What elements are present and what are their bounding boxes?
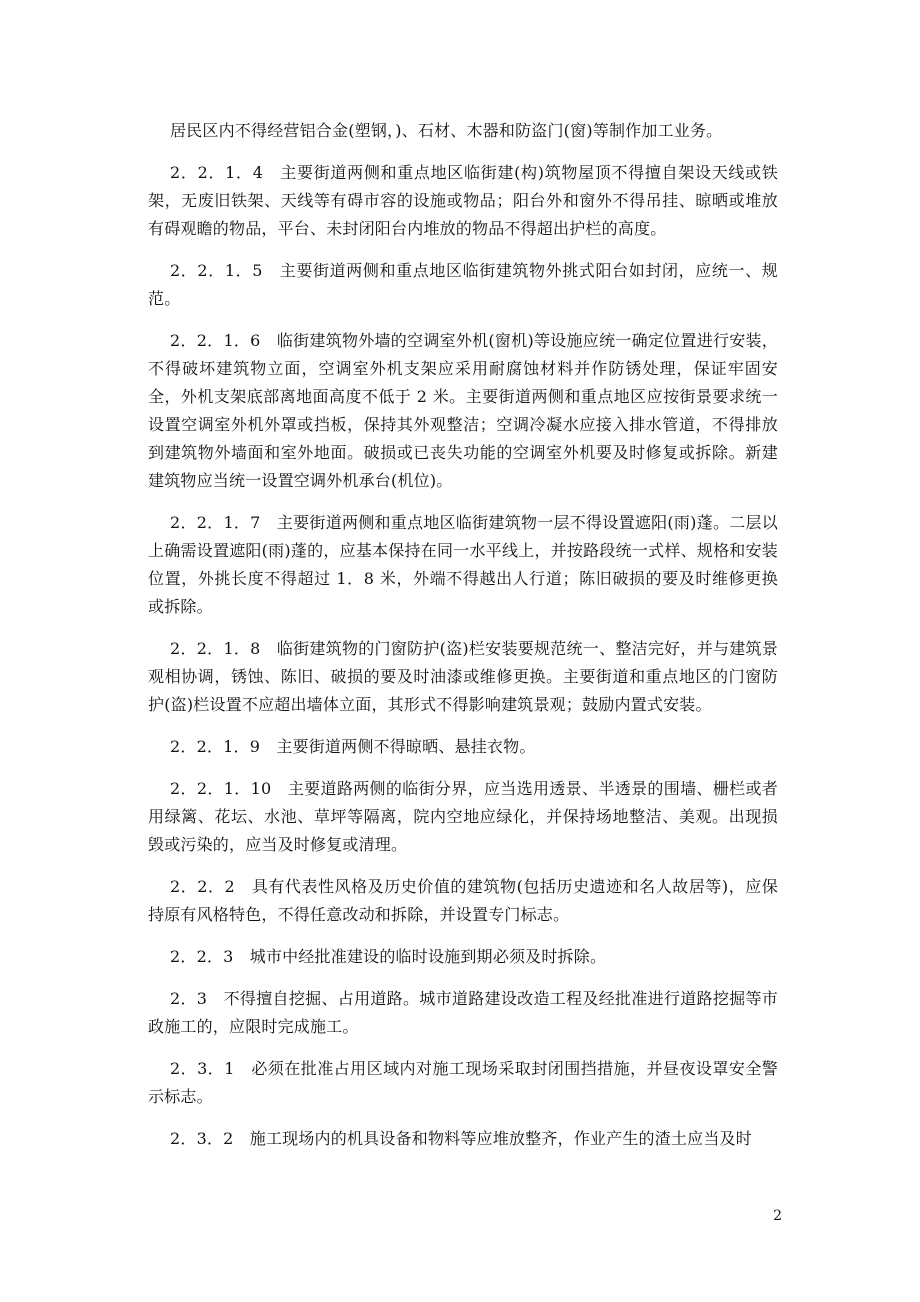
paragraph-10: 2．2．3 城市中经批准建设的临时设施到期必须及时拆除。 — [170, 947, 607, 966]
paragraph-2: 2．2．1．4 主要街道两侧和重点地区临街建(构)筑物屋顶不得擅自架设天线或铁架，无废旧铁架、天线等有碍市容的设施或物品；阳台外和窗外不得吊挂、晾晒或堆放有碍观瞻的物品，平台、未封闭阳台内堆放的物品不得超出护栏的高度。 — [148, 163, 778, 238]
document-body — [148, 117, 778, 1167]
paragraph-12: 2．3．1 必须在批准占用区域内对施工现场采取封闭围挡措施，并昼夜设罩安全警示标志。 — [148, 1059, 778, 1106]
paragraph-3: 2．2．1．5 主要街道两侧和重点地区临街建筑物外挑式阳台如封闭，应统一、规范。 — [148, 261, 778, 308]
paragraph-11: 2．3 不得擅自挖掘、占用道路。城市道路建设改造工程及经批准进行道路挖掘等市政施工的，应限时完成施工。 — [148, 989, 778, 1036]
paragraph-6: 2．2．1．8 临街建筑物的门窗防护(盗)栏安装要规范统一、整洁完好，并与建筑景观相协调，锈蚀、陈旧、破损的要及时油漆或维修更换。主要街道和重点地区的门窗防护(盗)栏设置不应超出墙体立面，其形式不得影响建筑景观；鼓励内置式安装。 — [148, 639, 778, 714]
page-number: 2 — [773, 1208, 782, 1224]
paragraph-5: 2．2．1．7 主要街道两侧和重点地区临街建筑物一层不得设置遮阳(雨)蓬。二层以上确需设置遮阳(雨)蓬的，应基本保持在同一水平线上，并按路段统一式样、规格和安装位置，外挑长度不得超过 1．8 米，外端不得越出人行道；陈旧破损的要及时维修更换或拆除。 — [148, 513, 778, 616]
paragraph-9: 2．2．2 具有代表性风格及历史价值的建筑物(包括历史遗迹和名人故居等)，应保持原有风格特色，不得任意改动和拆除，并设置专门标志。 — [148, 877, 778, 924]
paragraph-7: 2．2．1．9 主要街道两侧不得晾晒、悬挂衣物。 — [170, 737, 536, 756]
paragraph-1: 居民区内不得经营铝合金(塑钢，)、石材、木器和防盗门(窗)等制作加工业务。 — [170, 121, 723, 140]
paragraph-8: 2．2．1．10 主要道路两侧的临街分界，应当选用透景、半透景的围墙、栅栏或者用绿篱、花坛、水池、草坪等隔离，院内空地应绿化，并保持场地整洁、美观。出现损毁或污染的，应当及时修复或清理。 — [148, 779, 778, 854]
paragraph-4: 2．2．1．6 临街建筑物外墙的空调室外机(窗机)等设施应统一确定位置进行安装，不得破坏建筑物立面，空调室外机支架应采用耐腐蚀材料并作防锈处理，保证牢固安全，外机支架底部离地面高度不低于 2 米。主要街道两侧和重点地区应按街景要求统一设置空调室外机外罩或挡板，保持其外观整洁；空调冷凝水应接入排水管道，不得排放到建筑物外墙面和室外地面。破损或已丧失功能的空调室外机要及时修复或拆除。新建建筑物应当统一设置空调外机承台(机位)。 — [148, 331, 778, 490]
paragraph-13: 2．3．2 施工现场内的机具设备和物料等应堆放整齐，作业产生的渣土应当及时 — [170, 1129, 752, 1148]
